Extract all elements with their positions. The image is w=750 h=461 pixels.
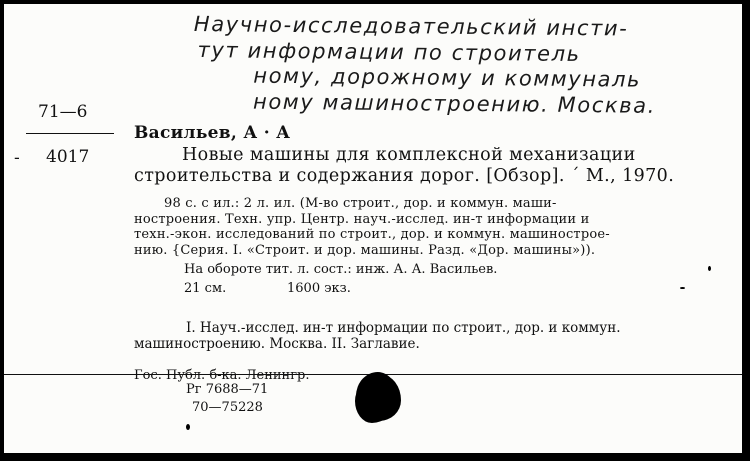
registration-number: Рг 7688—71 [186, 382, 269, 397]
author-heading: Васильев, А · А [134, 123, 291, 143]
classification-number: 71—6 [38, 102, 88, 122]
ink-speck [708, 266, 711, 271]
collation-line: ностроения. Техн. упр. Центр. науч.-исслед. ин-т информации и [134, 211, 590, 227]
ink-speck [186, 424, 190, 430]
collation-line: 98 с. с ил.: 2 л. ил. (М-во строит., дор. и коммун. маши- [164, 196, 557, 211]
title-statement [134, 145, 709, 187]
card-number: 4017 [46, 147, 90, 167]
title-line: строительства и содержания дорог. [Обзор]. ´ М., 1970. [134, 166, 675, 186]
copies-statement: 1600 экз. [287, 281, 351, 296]
verso-note: На обороте тит. л. сост.: инж. А. А. Васильев. [184, 262, 498, 277]
title-line: Новые машины для комплексной механизации [182, 145, 636, 165]
collation-line: нию. {Серия. I. «Строит. и дор. машины. Разд. «Дор. машины»)). [134, 242, 596, 258]
ink-speck [680, 287, 685, 289]
registration-number: 70—75228 [192, 400, 263, 415]
margin-divider [26, 133, 114, 134]
tracings [134, 320, 714, 352]
handwritten-note [193, 12, 724, 120]
catalog-card [4, 4, 742, 453]
collation-line: техн.-экон. исследований по строит., дор. и коммун. машинострое- [134, 227, 610, 242]
library-stamp: Гос. Публ. б-ка. Ленингр. [134, 368, 310, 383]
handwritten-line: ному, дорожному и коммуналь [253, 63, 642, 92]
size-statement: 21 см. [184, 281, 227, 296]
ink-blot [356, 372, 398, 420]
tracing-line: машиностроению. Москва. II. Заглавие. [134, 336, 420, 352]
handwritten-line: Научно-исследовательский инсти- [193, 12, 629, 41]
handwritten-line: ному машиностроению. Москва. [252, 89, 657, 118]
tracing-line: I. Науч.-исслед. ин-т информации по строит., дор. и коммун. [186, 320, 621, 336]
collation [134, 196, 714, 258]
handwritten-line: тут информации по строитель [197, 37, 581, 66]
margin-dash: - [14, 148, 20, 168]
